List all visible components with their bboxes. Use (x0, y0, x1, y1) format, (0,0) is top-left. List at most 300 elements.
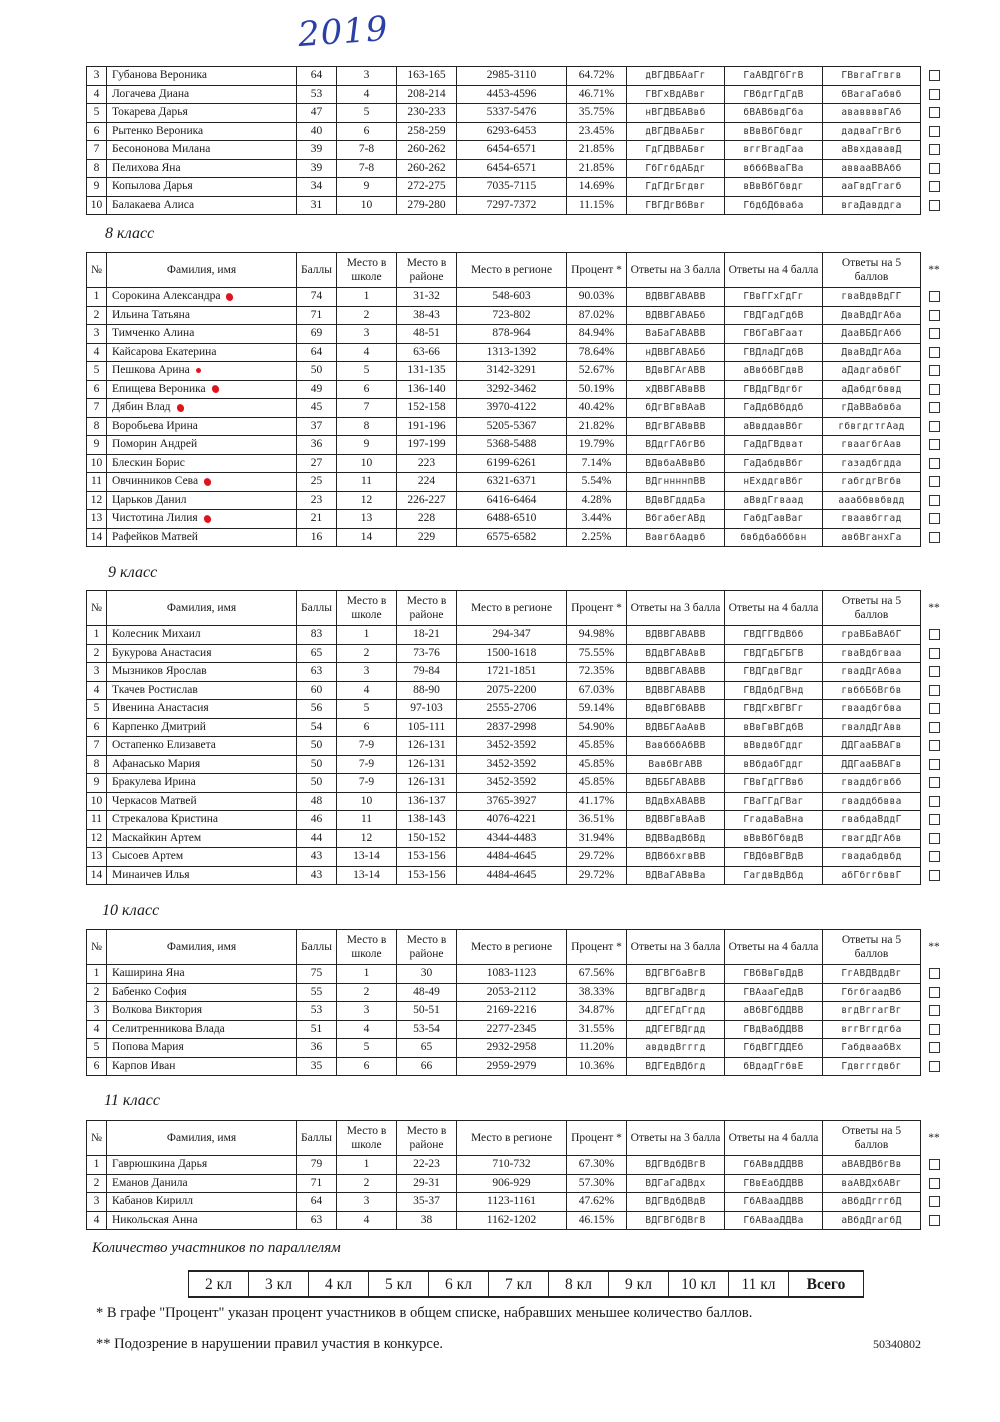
school-place-text: 6 (363, 1059, 370, 1072)
percent (567, 755, 627, 774)
violation-checkbox-cell[interactable] (921, 122, 948, 141)
violation-checkbox-cell[interactable] (921, 626, 948, 645)
violation-checkbox-cell[interactable] (921, 848, 948, 867)
region-place-text: 3452-3592 (486, 757, 537, 770)
student-name-text: Рафейков Матвей (112, 530, 198, 543)
answers-4 (725, 811, 823, 830)
document-number: 50340802 (873, 1337, 921, 1351)
violation-checkbox-cell[interactable] (921, 417, 948, 436)
answers-3 (627, 325, 725, 344)
student-name-text: Пешкова Арина (112, 364, 190, 377)
violation-checkbox-cell[interactable] (921, 866, 948, 885)
checkbox-icon[interactable] (929, 89, 940, 100)
district-place (397, 343, 457, 362)
count-cell: 11 кл (729, 1271, 789, 1297)
violation-checkbox-cell[interactable] (921, 1174, 948, 1193)
region-place-text: 2169-2216 (486, 1004, 537, 1017)
violation-checkbox-cell[interactable] (921, 178, 948, 197)
student-name (107, 1039, 297, 1058)
student-name (107, 848, 297, 867)
violation-checkbox-cell[interactable] (921, 491, 948, 510)
checkbox-icon[interactable] (929, 328, 940, 339)
row-number-text: 2 (93, 985, 100, 998)
table-row (87, 663, 948, 682)
school-place (337, 1193, 397, 1212)
violation-checkbox-cell[interactable] (921, 965, 948, 984)
checkbox-icon[interactable] (929, 1159, 940, 1170)
answers-5 (823, 288, 921, 307)
student-name-text: Мызников Ярослав (112, 665, 207, 678)
checkbox-icon[interactable] (929, 1005, 940, 1016)
table-row (87, 104, 948, 123)
checkbox-icon[interactable] (929, 126, 940, 137)
answers-4 (725, 343, 823, 362)
region-place-text: 1721-1851 (486, 665, 537, 678)
answers-4-text: ГбдВГГДДЕб (743, 1042, 804, 1054)
answers-5-text: ГбгбгаадВб (841, 986, 902, 998)
header-row (87, 930, 948, 965)
percent (567, 362, 627, 381)
checkbox-icon[interactable] (929, 648, 940, 659)
violation-checkbox-cell[interactable] (921, 811, 948, 830)
violation-checkbox-cell[interactable] (921, 67, 948, 86)
violation-checkbox-cell[interactable] (921, 718, 948, 737)
district-place (397, 122, 457, 141)
violation-checkbox-cell[interactable] (921, 644, 948, 663)
header-row (87, 253, 948, 288)
student-name (107, 528, 297, 547)
school-place (337, 866, 397, 885)
violation-checkbox-cell[interactable] (921, 436, 948, 455)
violation-checkbox-cell[interactable] (921, 510, 948, 529)
checkbox-icon[interactable] (929, 987, 940, 998)
percent-text: 54.90% (578, 720, 615, 733)
checkbox-icon[interactable] (929, 629, 940, 640)
header-score: Баллы (297, 253, 337, 288)
answers-3-text: бДгВГвВАаВ (645, 402, 706, 414)
student-name-text: Пелихова Яна (112, 161, 181, 174)
answers-3-text: ВДГВГбаВгВ (645, 968, 706, 980)
district-place (397, 848, 457, 867)
header-percent: Процент * (567, 1121, 627, 1156)
checkbox-icon[interactable] (929, 439, 940, 450)
violation-checkbox-cell[interactable] (921, 473, 948, 492)
checkbox-icon[interactable] (929, 796, 940, 807)
header-num: № (87, 1121, 107, 1156)
region-place-text: 4076-4221 (486, 813, 537, 826)
checkbox-icon[interactable] (929, 722, 940, 733)
checkbox-icon[interactable] (929, 759, 940, 770)
district-place (397, 829, 457, 848)
answers-5 (823, 528, 921, 547)
answers-4-text: ГВбГаВГаат (743, 328, 804, 340)
school-place-text: 3 (363, 1004, 370, 1017)
student-name (107, 67, 297, 86)
checkbox-icon[interactable] (929, 181, 940, 192)
score (297, 1002, 337, 1021)
checkbox-icon[interactable] (929, 1196, 940, 1207)
district-place-text: 197-199 (407, 438, 446, 451)
answers-5 (823, 1057, 921, 1076)
student-name (107, 196, 297, 215)
student-name-text: Еманов Данила (112, 1176, 188, 1189)
score-text: 54 (310, 720, 323, 733)
score (297, 178, 337, 197)
answers-4 (725, 965, 823, 984)
checkbox-icon[interactable] (929, 532, 940, 543)
school-place (337, 510, 397, 529)
score-text: 23 (310, 493, 323, 506)
violation-checkbox-cell[interactable] (921, 1039, 948, 1058)
student-name (107, 1193, 297, 1212)
violation-checkbox-cell[interactable] (921, 306, 948, 325)
answers-4-text: ГВДГдБГБГВ (743, 647, 804, 659)
region-place-text: 6293-6453 (486, 124, 537, 137)
region-place-text: 4484-4645 (486, 868, 537, 881)
school-place (337, 965, 397, 984)
violation-checkbox-cell[interactable] (921, 1211, 948, 1230)
region-place (457, 178, 567, 197)
score-text: 55 (310, 985, 323, 998)
answers-4 (725, 306, 823, 325)
checkbox-icon[interactable] (929, 291, 940, 302)
score (297, 644, 337, 663)
score-text: 43 (310, 850, 323, 863)
district-place-text: 126-131 (407, 757, 446, 770)
percent-text: 46.15% (578, 1213, 615, 1226)
answers-3 (627, 681, 725, 700)
row-number (87, 159, 107, 178)
school-place (337, 1174, 397, 1193)
violation-checkbox-cell[interactable] (921, 196, 948, 215)
school-place-text: 13 (360, 512, 373, 525)
checkbox-icon[interactable] (929, 310, 940, 321)
answers-5 (823, 1039, 921, 1058)
violation-checkbox-cell[interactable] (921, 681, 948, 700)
district-place (397, 1020, 457, 1039)
row-number-text: 2 (93, 646, 100, 659)
checkbox-icon[interactable] (929, 1215, 940, 1226)
header-ans5: Ответы на 5 баллов (823, 591, 921, 626)
student-name (107, 829, 297, 848)
score-text: 50 (310, 739, 323, 752)
row-number (87, 417, 107, 436)
score-text: 37 (310, 419, 323, 432)
percent-text: 29.72% (578, 850, 615, 863)
answers-4-text: вВбдабГддг (743, 758, 804, 770)
district-place (397, 718, 457, 737)
district-place (397, 473, 457, 492)
district-place-text: 226-227 (407, 493, 446, 506)
answers-3 (627, 983, 725, 1002)
score (297, 306, 337, 325)
region-place (457, 755, 567, 774)
score (297, 866, 337, 885)
percent-text: 31.94% (578, 831, 615, 844)
score-text: 35 (310, 1059, 323, 1072)
score (297, 159, 337, 178)
school-place-text: 4 (363, 683, 370, 696)
checkbox-icon[interactable] (929, 365, 940, 376)
answers-3 (627, 1174, 725, 1193)
checkbox-icon[interactable] (929, 402, 940, 413)
score-text: 46 (310, 813, 323, 826)
violation-checkbox-cell[interactable] (921, 104, 948, 123)
district-place-text: 153-156 (407, 850, 446, 863)
answers-5 (823, 718, 921, 737)
violation-checkbox-cell[interactable] (921, 141, 948, 160)
violation-checkbox-cell[interactable] (921, 159, 948, 178)
answers-4 (725, 196, 823, 215)
percent-text: 11.15% (578, 198, 615, 211)
violation-checkbox-cell[interactable] (921, 528, 948, 547)
district-place (397, 965, 457, 984)
school-place (337, 178, 397, 197)
score (297, 718, 337, 737)
region-place (457, 1174, 567, 1193)
score-text: 71 (310, 308, 323, 321)
violation-checkbox-cell[interactable] (921, 1057, 948, 1076)
checkbox-icon[interactable] (929, 1042, 940, 1053)
violation-checkbox-cell[interactable] (921, 774, 948, 793)
checkbox-icon[interactable] (929, 421, 940, 432)
answers-3-text: ВДВВадВбВд (645, 832, 706, 844)
percent-text: 90.03% (578, 290, 615, 303)
checkbox-icon[interactable] (929, 703, 940, 714)
answers-4-text: бвбдбабббвн (740, 531, 807, 543)
school-place-text: 3 (363, 665, 370, 678)
table-row (87, 141, 948, 160)
student-name-text: Кабанов Кирилл (112, 1195, 193, 1208)
percent-text: 57.30% (578, 1176, 615, 1189)
student-name (107, 1174, 297, 1193)
answers-3 (627, 755, 725, 774)
violation-checkbox-cell[interactable] (921, 663, 948, 682)
answers-4-text: бВАВбвдГба (743, 107, 804, 119)
checkbox-icon[interactable] (929, 495, 940, 506)
checkbox-icon[interactable] (929, 740, 940, 751)
student-name-text: Сорокина Александра (112, 290, 221, 303)
checkbox-icon[interactable] (929, 685, 940, 696)
violation-checkbox-cell[interactable] (921, 983, 948, 1002)
school-place-text: 4 (363, 87, 370, 100)
checkbox-icon[interactable] (929, 144, 940, 155)
checkbox-icon[interactable] (929, 458, 940, 469)
answers-3 (627, 829, 725, 848)
checkbox-icon[interactable] (929, 968, 940, 979)
checkbox-icon[interactable] (929, 833, 940, 844)
checkbox-icon[interactable] (929, 70, 940, 81)
answers-5 (823, 965, 921, 984)
row-number-text: 11 (90, 813, 103, 826)
violation-checkbox-cell[interactable] (921, 1156, 948, 1175)
region-place (457, 1039, 567, 1058)
answers-3 (627, 141, 725, 160)
violation-checkbox-cell[interactable] (921, 700, 948, 719)
checkbox-icon[interactable] (929, 513, 940, 524)
region-place-text: 2053-2112 (486, 985, 537, 998)
answers-4 (725, 983, 823, 1002)
violation-checkbox-cell[interactable] (921, 399, 948, 418)
school-place (337, 983, 397, 1002)
score-text: 60 (310, 683, 323, 696)
header-ans4: Ответы на 4 балла (725, 1121, 823, 1156)
student-name (107, 811, 297, 830)
school-place (337, 1002, 397, 1021)
answers-4-text: ГВДГГВдВбб (743, 629, 804, 641)
table-row (87, 1156, 948, 1175)
row-number (87, 528, 107, 547)
student-name-text: Стрекалова Кристина (112, 813, 219, 826)
student-name-text: Маскайкин Артем (112, 831, 202, 844)
checkbox-icon[interactable] (929, 476, 940, 487)
violation-checkbox-cell[interactable] (921, 1002, 948, 1021)
score (297, 774, 337, 793)
table-row (87, 122, 948, 141)
district-place (397, 417, 457, 436)
row-number (87, 343, 107, 362)
answers-5-text: гваавбггад (841, 513, 902, 525)
checkbox-icon[interactable] (929, 384, 940, 395)
district-place-text: 191-196 (407, 419, 446, 432)
answers-4 (725, 510, 823, 529)
answers-4-text: ГбАВааДДВВ (743, 1196, 804, 1208)
district-place (397, 104, 457, 123)
violation-checkbox-cell[interactable] (921, 1020, 948, 1039)
student-name-text: Чистотина Лилия (112, 512, 198, 525)
violation-checkbox-cell[interactable] (921, 1193, 948, 1212)
student-name (107, 644, 297, 663)
checkbox-icon[interactable] (929, 347, 940, 358)
answers-4-text: ГаДдГВдват (743, 439, 804, 451)
district-place (397, 196, 457, 215)
table-row (87, 1193, 948, 1212)
checkbox-icon[interactable] (929, 1061, 940, 1072)
checkbox-icon[interactable] (929, 1024, 940, 1035)
percent-text: 38.33% (578, 985, 615, 998)
grade9-table (86, 590, 948, 885)
region-place-text: 3970-4122 (486, 401, 537, 414)
answers-5 (823, 362, 921, 381)
answers-4 (725, 417, 823, 436)
answers-4 (725, 755, 823, 774)
score-text: 63 (310, 1213, 323, 1226)
row-number-text: 10 (90, 456, 103, 469)
checkbox-icon[interactable] (929, 163, 940, 174)
student-name (107, 85, 297, 104)
school-place (337, 288, 397, 307)
answers-5 (823, 626, 921, 645)
answers-5-text: ГВвгаГгвгв (841, 70, 902, 82)
answers-5 (823, 755, 921, 774)
region-place (457, 436, 567, 455)
checkbox-icon[interactable] (929, 200, 940, 211)
violation-checkbox-cell[interactable] (921, 343, 948, 362)
red-mark-icon (195, 367, 202, 374)
answers-5 (823, 1193, 921, 1212)
row-number-text: 10 (90, 198, 103, 211)
region-place-text: 7297-7372 (486, 198, 537, 211)
answers-4 (725, 1193, 823, 1212)
student-name-text: Ткачев Ростислав (112, 683, 198, 696)
answers-5 (823, 774, 921, 793)
violation-checkbox-cell[interactable] (921, 325, 948, 344)
header-region: Место в регионе (457, 930, 567, 965)
header-num: № (87, 253, 107, 288)
answers-5-text: аДадгабвбГ (841, 365, 902, 377)
header-num: № (87, 591, 107, 626)
violation-checkbox-cell[interactable] (921, 288, 948, 307)
school-place (337, 792, 397, 811)
answers-5 (823, 737, 921, 756)
violation-checkbox-cell[interactable] (921, 380, 948, 399)
table-row (87, 848, 948, 867)
percent (567, 1156, 627, 1175)
answers-4-text: вВвдвбГддг (743, 740, 804, 752)
table-row (87, 718, 948, 737)
answers-5 (823, 325, 921, 344)
student-name-text: Афанасько Мария (112, 757, 201, 770)
answers-5-text: гвагдДгАбв (841, 832, 902, 844)
table-row (87, 436, 948, 455)
school-place-text: 12 (360, 493, 373, 506)
answers-4 (725, 1156, 823, 1175)
row-number (87, 325, 107, 344)
answers-5 (823, 380, 921, 399)
answers-3 (627, 700, 725, 719)
violation-checkbox-cell[interactable] (921, 792, 948, 811)
answers-3 (627, 380, 725, 399)
violation-checkbox-cell[interactable] (921, 454, 948, 473)
violation-checkbox-cell[interactable] (921, 85, 948, 104)
answers-5-text: Гдвгггдвбг (841, 1060, 902, 1072)
student-name (107, 159, 297, 178)
answers-4 (725, 866, 823, 885)
percent-text: 4.28% (581, 493, 612, 506)
student-name (107, 343, 297, 362)
answers-5 (823, 811, 921, 830)
header-num: № (87, 930, 107, 965)
footnote-percent: * В графе "Процент" указан процент участников в общем списке, набравших меньшее количество баллов. (96, 1305, 753, 1321)
school-place (337, 829, 397, 848)
answers-3 (627, 399, 725, 418)
header-ans4: Ответы на 4 балла (725, 253, 823, 288)
violation-checkbox-cell[interactable] (921, 362, 948, 381)
checkbox-icon[interactable] (929, 666, 940, 677)
violation-checkbox-cell[interactable] (921, 755, 948, 774)
school-place (337, 1020, 397, 1039)
row-number-text: 1 (93, 967, 100, 980)
percent-text: 7.14% (581, 456, 612, 469)
answers-3-text: ГВГхВдАВвг (645, 88, 706, 100)
table-row (87, 159, 948, 178)
score (297, 85, 337, 104)
region-place-text: 6416-6464 (486, 493, 537, 506)
district-place-text: 136-137 (407, 794, 446, 807)
violation-checkbox-cell[interactable] (921, 737, 948, 756)
checkbox-icon[interactable] (929, 777, 940, 788)
checkbox-icon[interactable] (929, 814, 940, 825)
answers-5-text: габгдгВгбв (841, 476, 902, 488)
checkbox-icon[interactable] (929, 107, 940, 118)
violation-checkbox-cell[interactable] (921, 829, 948, 848)
checkbox-icon[interactable] (929, 851, 940, 862)
checkbox-icon[interactable] (929, 1178, 940, 1189)
table-row (87, 1057, 948, 1076)
checkbox-icon[interactable] (929, 870, 940, 881)
percent-text: 64.72% (578, 69, 615, 82)
score (297, 362, 337, 381)
